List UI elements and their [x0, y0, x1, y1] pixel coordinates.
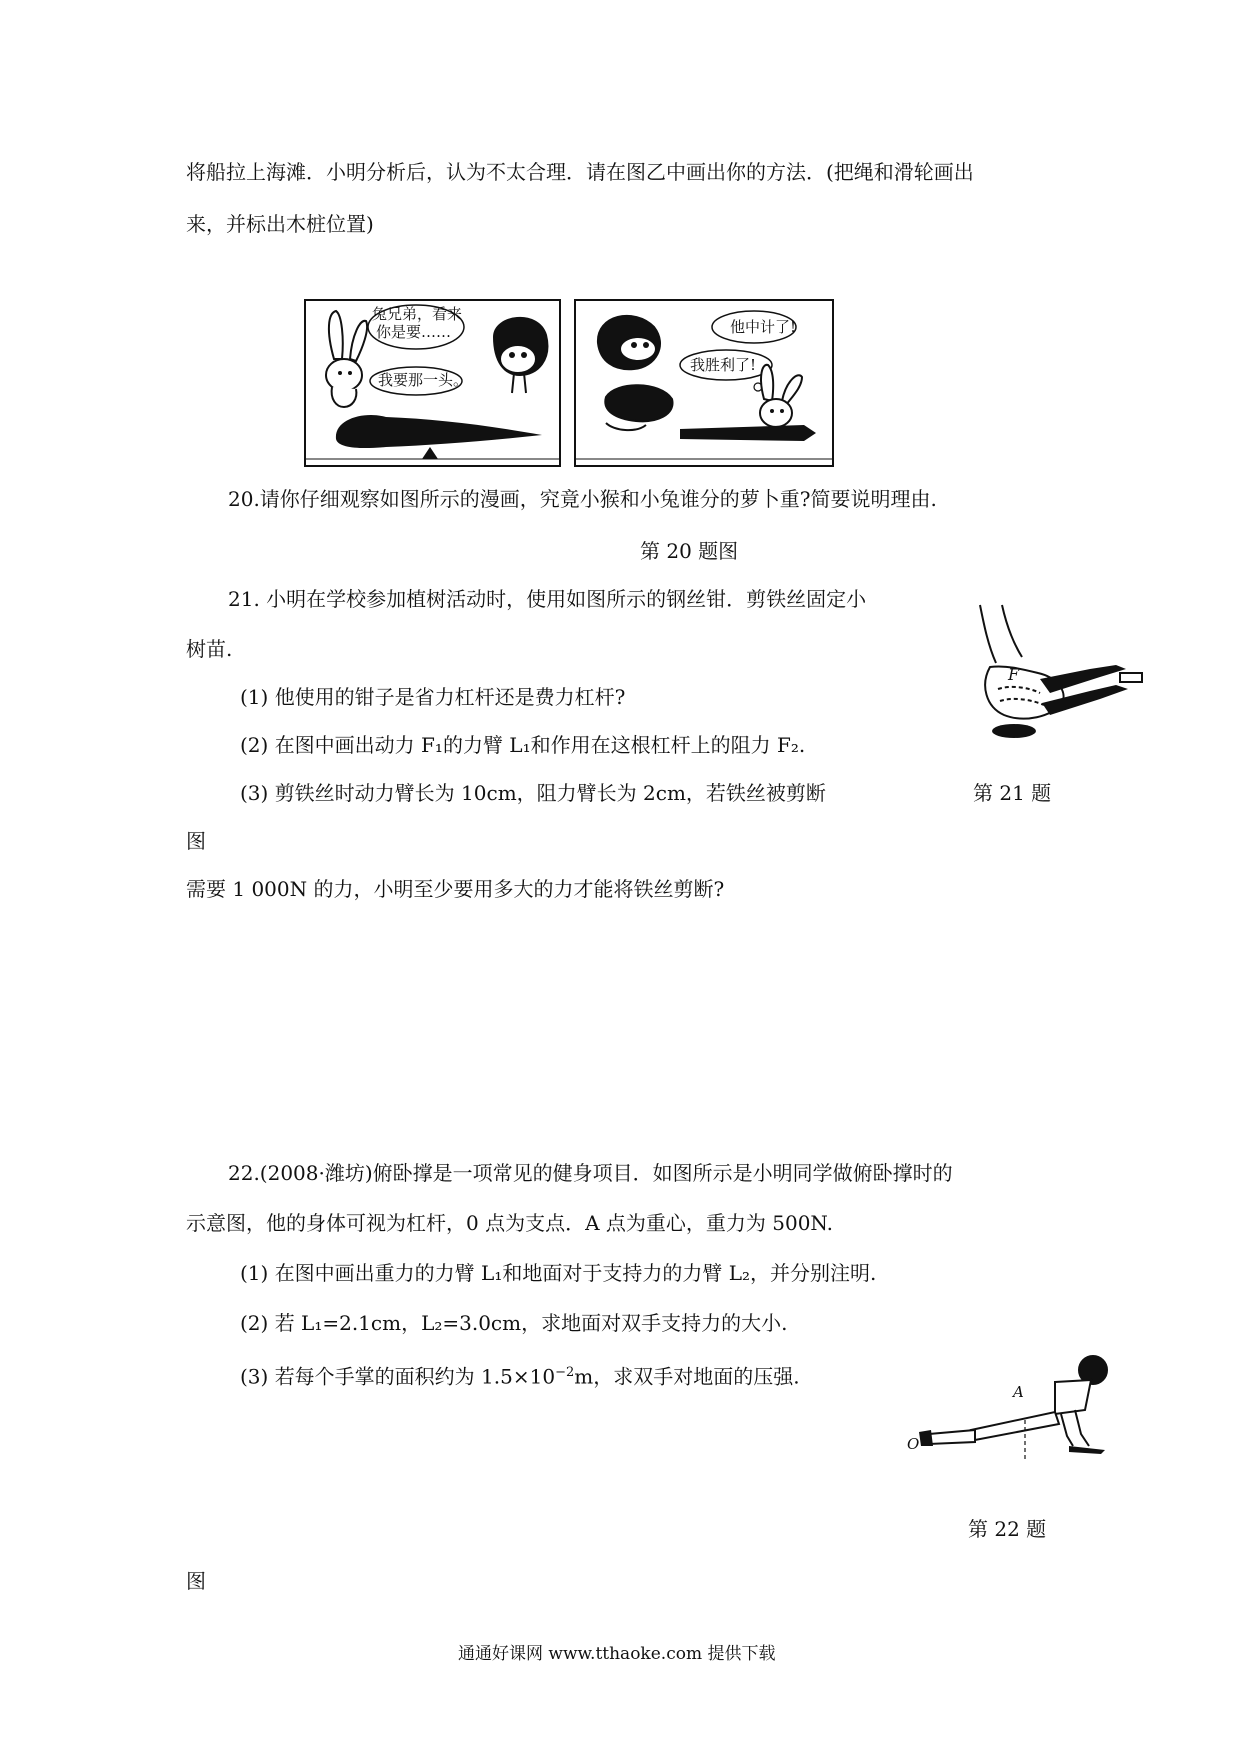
q21-part3-line1: (3) 剪铁丝时动力臂长为 10cm，阻力臂长为 2cm，若铁丝被剪断 — [240, 781, 826, 805]
q22-stem-line1: 22.(2008·潍坊)俯卧撑是一项常见的健身项目．如图所示是小明同学做俯卧撑时的 — [228, 1161, 953, 1185]
q19-text-line2: 来，并标出木桩位置) — [186, 212, 374, 236]
comic-left-bubble-top-line1: 兔兄弟，看来 — [372, 305, 463, 323]
page-footer: 通通好课网 www.tthaoke.com 提供下载 — [458, 1644, 776, 1664]
pushup-label-a: A — [1013, 1383, 1024, 1401]
comic-panel-left — [304, 299, 561, 467]
q22-caption-continued: 图 — [186, 1569, 206, 1593]
pushup-figure — [905, 1350, 1115, 1460]
q21-part3-line2: 需要 1 000N 的力，小明至少要用多大的力才能将铁丝剪断? — [186, 877, 725, 901]
comic-panel-right — [574, 299, 834, 467]
q22-part3-post: m，求双手对地面的压强. — [574, 1364, 800, 1389]
q21-stem-line1: 21. 小明在学校参加植树活动时，使用如图所示的钢丝钳．剪铁丝固定小 — [228, 587, 867, 611]
q21-caption-continued: 图 — [186, 829, 206, 853]
q22-part2: (2) 若 L₁=2.1cm，L₂=3.0cm，求地面对双手支持力的大小. — [240, 1311, 788, 1335]
comic-right-bubble-bottom: 我胜利了! — [690, 356, 757, 374]
comic-left-bubble-bottom: 我要那一头。 — [378, 371, 469, 389]
q19-text-line1: 将船拉上海滩．小明分析后，认为不太合理．请在图乙中画出你的方法．(把绳和滑轮画出 — [186, 160, 974, 184]
q22-part3-pre: (3) 若每个手掌的面积约为 1.5×10 — [240, 1364, 556, 1389]
pushup-label-o: O — [907, 1435, 920, 1453]
q22-part3 — [240, 1361, 800, 1389]
q21-caption: 第 21 题 — [973, 781, 1052, 805]
q22-part3-exp: −2 — [555, 1365, 575, 1380]
q22-stem-line2: 示意图，他的身体可视为杠杆，0 点为支点．A 点为重心，重力为 500N. — [186, 1211, 833, 1235]
q21-stem-line2: 树苗. — [186, 637, 233, 661]
q20-caption: 第 20 题图 — [640, 539, 739, 563]
q21-part2: (2) 在图中画出动力 F₁的力臂 L₁和作用在这根杠杆上的阻力 F₂. — [240, 733, 806, 757]
pliers-label-f: F — [1008, 665, 1020, 684]
q20-text: 20.请你仔细观察如图所示的漫画，究竟小猴和小兔谁分的萝卜重?简要说明理由. — [228, 487, 937, 511]
q22-caption: 第 22 题 — [968, 1517, 1047, 1541]
q21-part1: (1) 他使用的钳子是省力杠杆还是费力杠杆? — [240, 685, 626, 709]
q22-part1: (1) 在图中画出重力的力臂 L₁和地面对于支持力的力臂 L₂，并分别注明. — [240, 1261, 877, 1285]
pliers-figure — [950, 605, 1140, 740]
comic-left-bubble-top-line2: 你是要…… — [376, 323, 452, 341]
comic-right-bubble-top: 他中计了! — [730, 318, 797, 336]
